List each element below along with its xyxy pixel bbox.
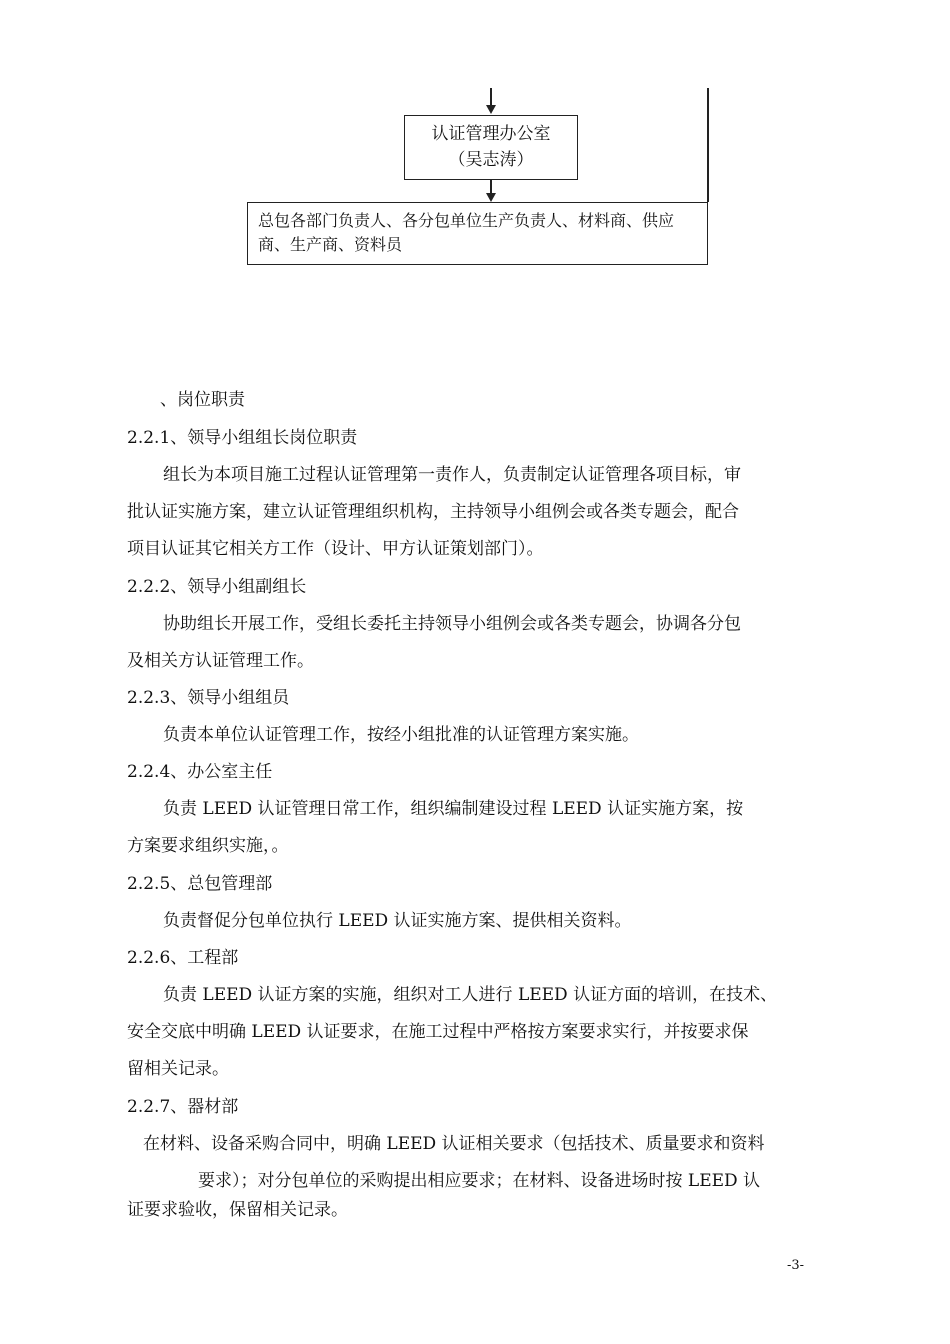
heading-2-2-1: 2.2.1、领导小组组长岗位职责 [127, 428, 358, 448]
office-box-person: （吴志涛） [448, 150, 534, 170]
paragraph-line: 要求）；对分包单位的采购提出相应要求；在材料、设备进场时按 LEED 认 [198, 1171, 761, 1191]
paragraph-line: 留相关记录。 [127, 1059, 229, 1079]
paragraph-line: 证要求验收，保留相关记录。 [127, 1200, 348, 1220]
page-number: -3- [787, 1258, 805, 1273]
arrow-down-icon [486, 105, 496, 114]
paragraph-line: 协助组长开展工作，受组长委托主持领导小组例会或各类专题会，协调各分包 [163, 614, 741, 634]
paragraph-line: 及相关方认证管理工作。 [127, 651, 314, 671]
heading-2-2-5: 2.2.5、总包管理部 [127, 874, 273, 894]
heading-2-2-4: 2.2.4、办公室主任 [127, 762, 273, 782]
office-box [404, 115, 578, 180]
heading-2-2-6: 2.2.6、工程部 [127, 948, 239, 968]
office-box-title: 认证管理办公室 [431, 124, 551, 144]
members-box-line2: 商、生产商、资料员 [258, 235, 403, 254]
connector-line-top [490, 88, 492, 105]
section-title: 、岗位职责 [160, 390, 245, 410]
paragraph-line: 组长为本项目施工过程认证管理第一责作人，负责制定认证管理各项目标，审 [163, 465, 741, 485]
connector-line-right [707, 88, 709, 202]
heading-2-2-3: 2.2.3、领导小组组员 [127, 688, 290, 708]
paragraph-line: 批认证实施方案，建立认证管理组织机构，主持领导小组例会或各类专题会，配合 [127, 502, 739, 522]
paragraph-line: 负责督促分包单位执行 LEED 认证实施方案、提供相关资料。 [163, 911, 632, 931]
connector-line-middle [490, 180, 492, 193]
heading-2-2-2: 2.2.2、领导小组副组长 [127, 577, 307, 597]
paragraph-line: 负责 LEED 认证方案的实施，组织对工人进行 LEED 认证方面的培训，在技术、 [163, 985, 778, 1005]
heading-2-2-7: 2.2.7、器材部 [127, 1097, 239, 1117]
paragraph-line: 负责 LEED 认证管理日常工作，组织编制建设过程 LEED 认证实施方案，按 [163, 799, 744, 819]
arrow-down-icon [486, 193, 496, 202]
paragraph-line: 方案要求组织实施，。 [127, 836, 289, 856]
members-box-line1: 总包各部门负责人、各分包单位生产负责人、材料商、供应 [258, 211, 675, 230]
paragraph-line: 负责本单位认证管理工作，按经小组批准的认证管理方案实施。 [163, 725, 639, 745]
paragraph-line: 在材料、设备采购合同中，明确 LEED 认证相关要求（包括技术、质量要求和资料 [143, 1134, 765, 1154]
members-box [247, 202, 708, 265]
paragraph-line: 安全交底中明确 LEED 认证要求，在施工过程中严格按方案要求实行，并按要求保 [127, 1022, 749, 1042]
paragraph-line: 项目认证其它相关方工作（设计、甲方认证策划部门）。 [127, 539, 544, 559]
